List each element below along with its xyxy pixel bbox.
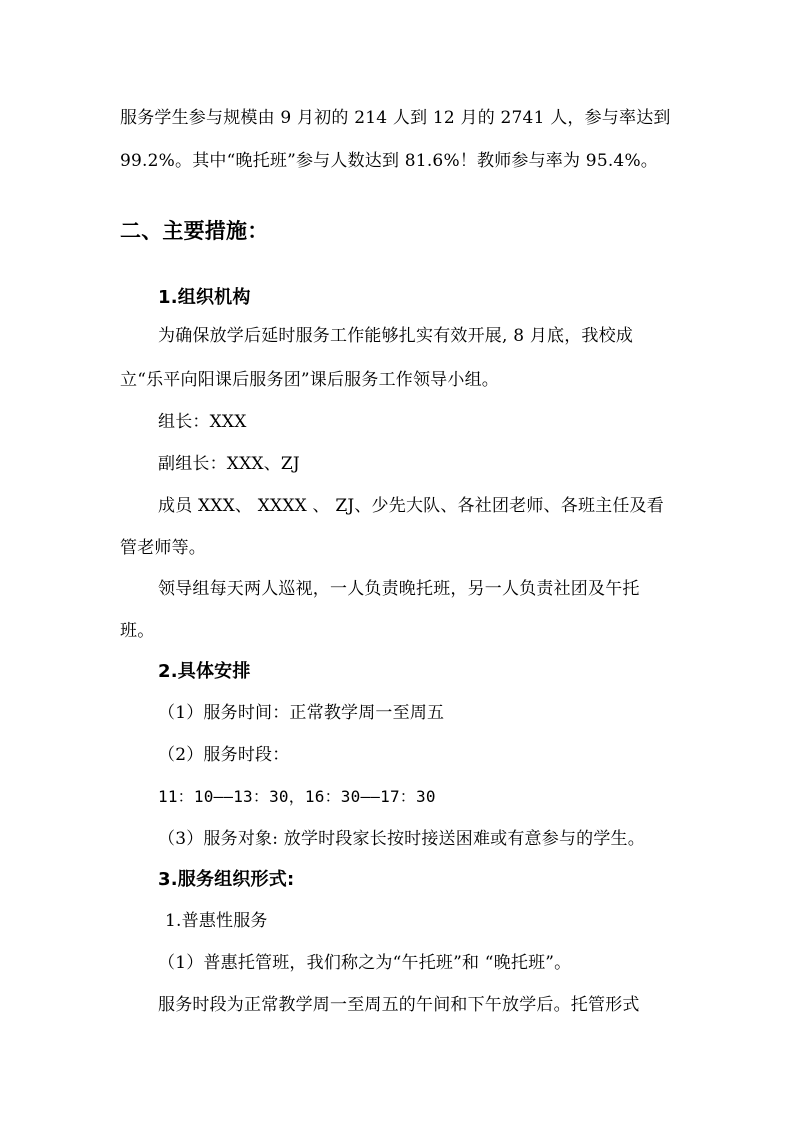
service-period-value: 11：10——13：30，16：30——17：30 xyxy=(158,787,436,806)
form-description-line-1: 服务时段为正常教学周一至周五的午间和下午放学后。托管形式 xyxy=(158,995,640,1015)
organization-paragraph-line-2: 立“乐平向阳课后服务团”课后服务工作领导小组。 xyxy=(120,370,499,390)
subheading-organization: 1.组织机构 xyxy=(158,287,251,308)
intro-paragraph-line-2: 99.2%。其中“晚托班”参与人数达到 81.6%！教师参与率为 95.4%。 xyxy=(120,151,659,171)
form-general-custody: （1）普惠托管班，我们称之为“午托班”和 “晚托班”。 xyxy=(158,953,572,973)
section-heading-main-measures: 二、主要措施： xyxy=(120,219,269,243)
patrol-line-2: 班。 xyxy=(120,621,155,641)
intro-paragraph-line-1: 服务学生参与规模由 9 月初的 214 人到 12 月的 2741 人，参与率达到 xyxy=(120,108,671,128)
members-line-2: 管老师等。 xyxy=(120,538,206,558)
service-target-item: （3）服务对象: 放学时段家长按时接送困难或有意参与的学生。 xyxy=(158,829,645,849)
subheading-arrangement: 2.具体安排 xyxy=(158,661,251,682)
form-general-service: 1.普惠性服务 xyxy=(165,911,268,931)
members-line-1: 成员 XXX、 XXXX 、 ZJ、少先大队、各社团老师、各班主任及看 xyxy=(158,496,664,516)
organization-paragraph-line-1: 为确保放学后延时服务工作能够扎实有效开展, 8 月底，我校成 xyxy=(158,326,634,346)
subheading-service-forms: 3.服务组织形式: xyxy=(158,869,295,890)
service-period-item: （2）服务时段： xyxy=(158,745,290,765)
vice-team-leader: 副组长：XXX、ZJ xyxy=(158,454,300,474)
service-time-item: （1）服务时间：正常教学周一至周五 xyxy=(158,703,445,723)
team-leader: 组长：XXX xyxy=(158,412,247,432)
patrol-line-1: 领导组每天两人巡视，一人负责晚托班，另一人负责社团及午托 xyxy=(158,579,640,599)
